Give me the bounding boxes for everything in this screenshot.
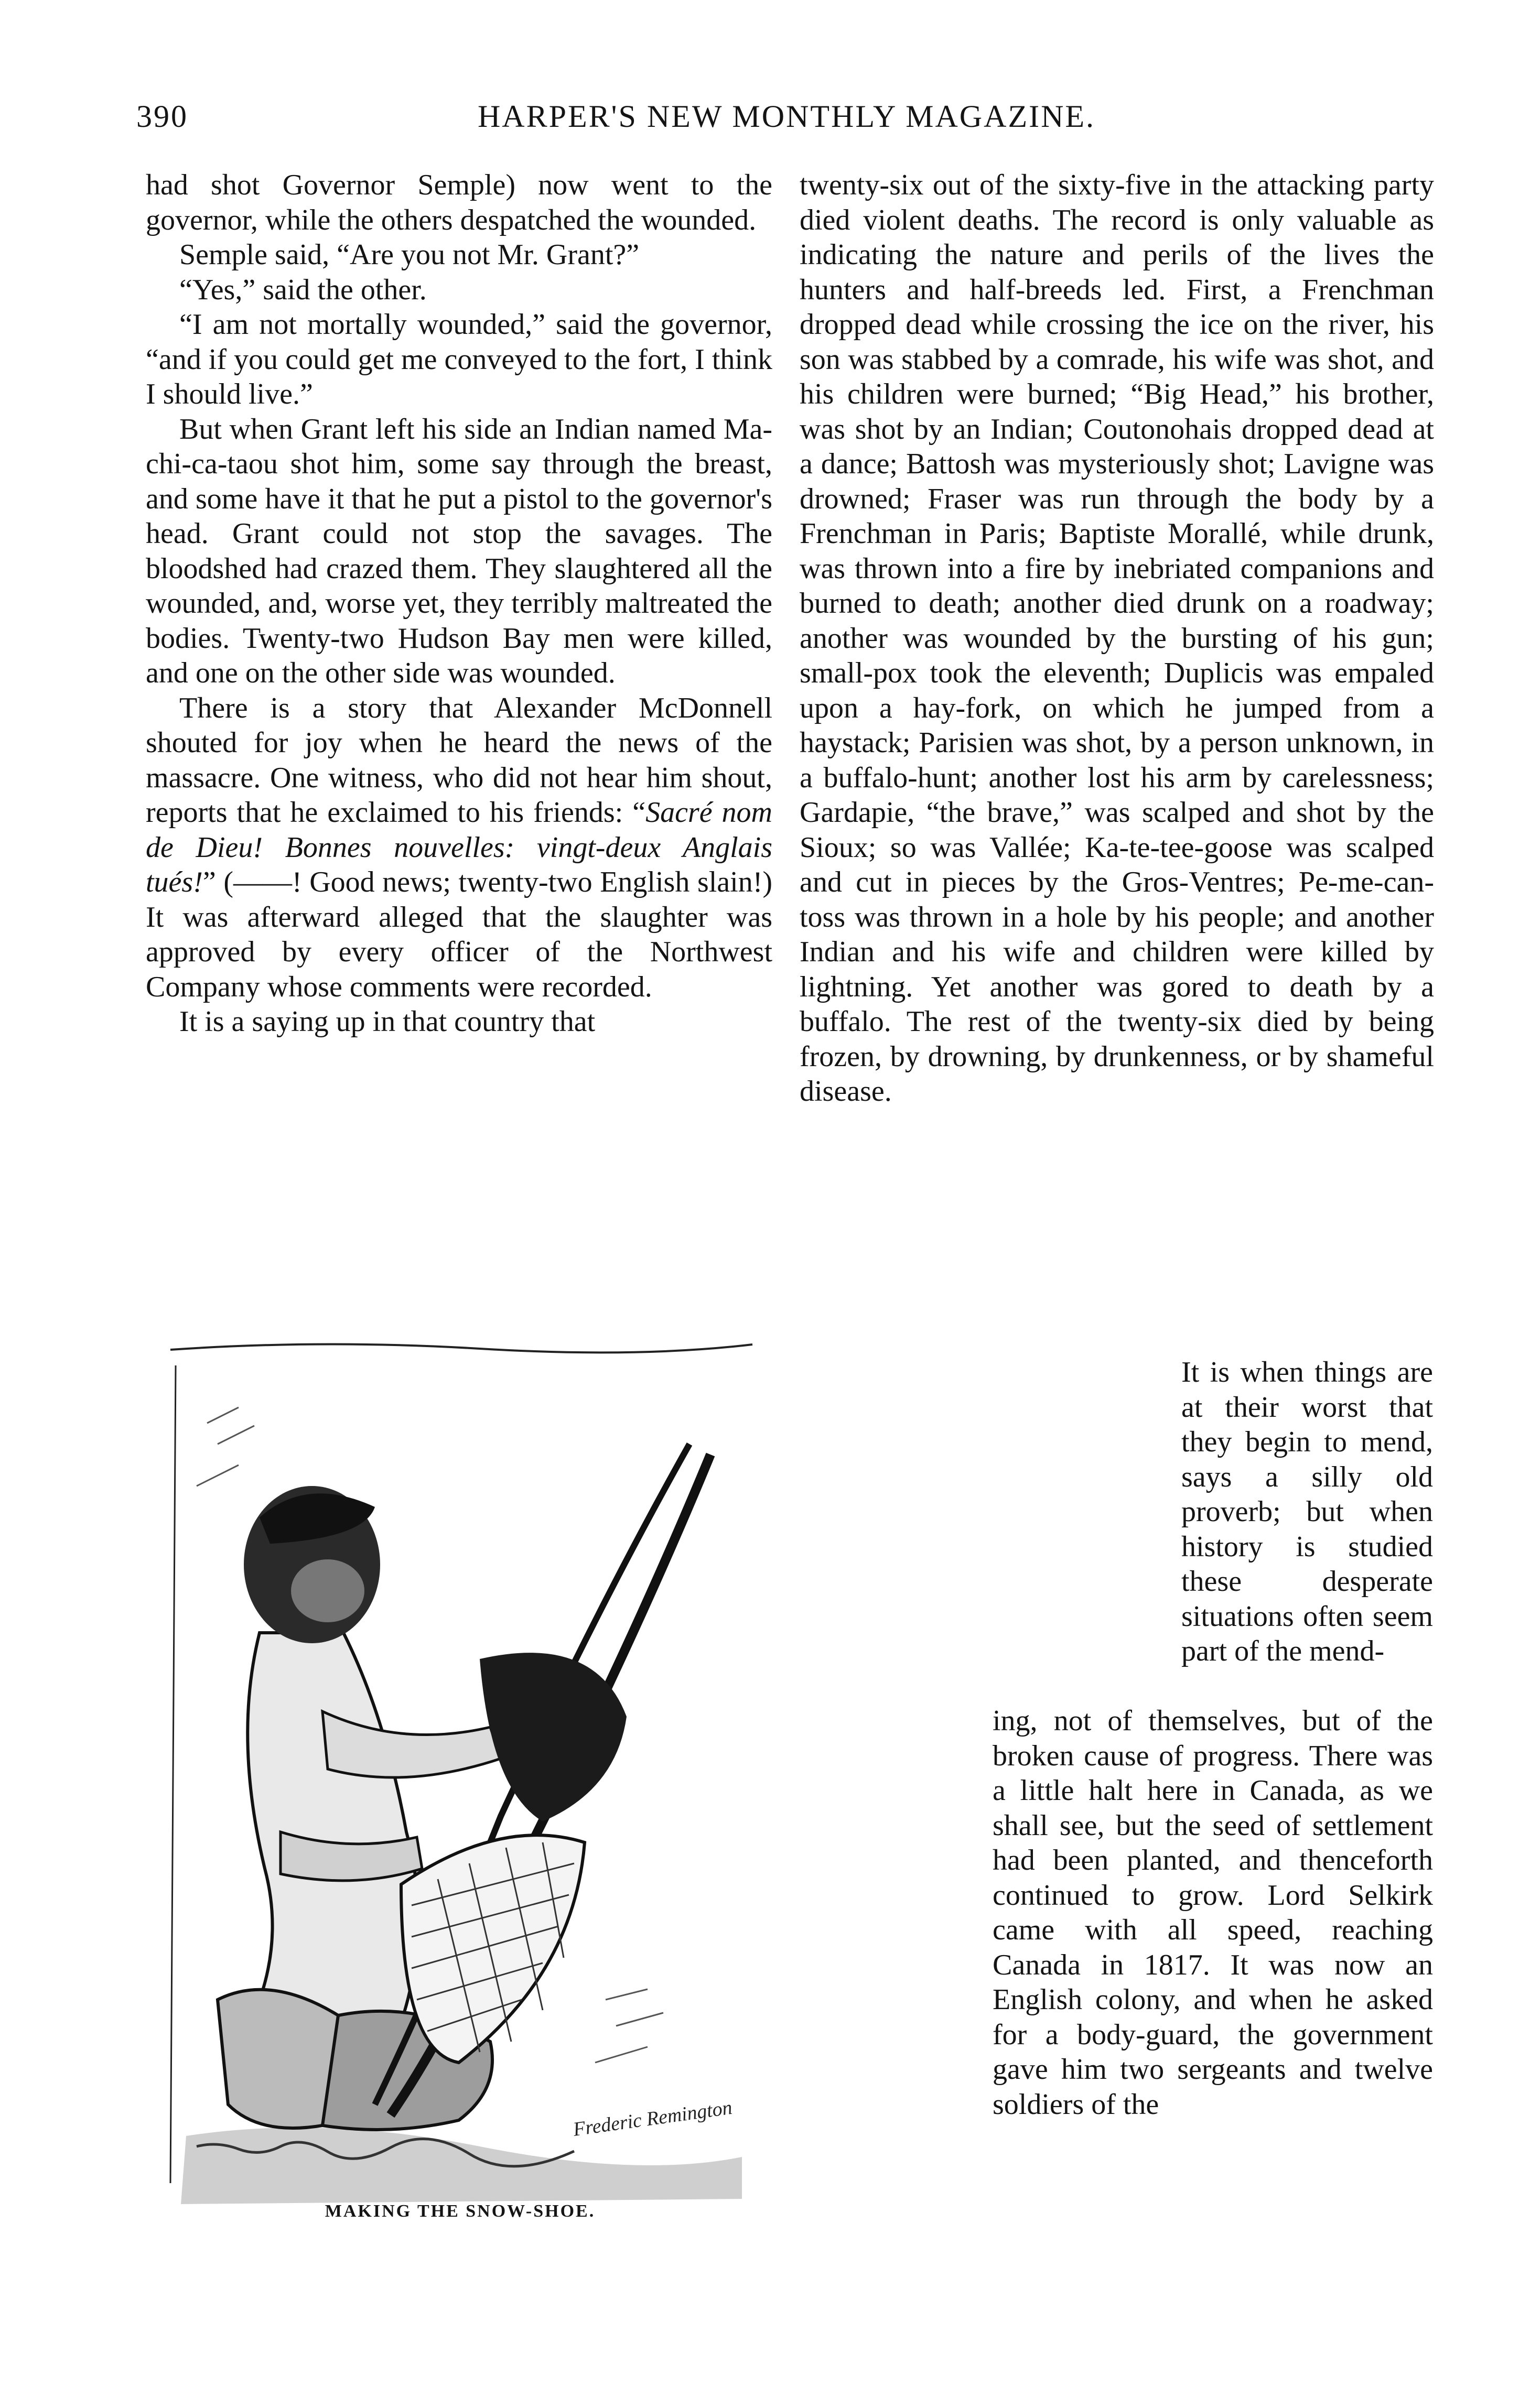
text-run: There is a story that Alexander McDonnell shouted for joy when he heard the news of the massacre. One witness, who did not hear him shout, reports that he exclaimed to his friends: “ — [146, 691, 772, 829]
paragraph: Semple said, “Are you not Mr. Grant?” — [179, 238, 640, 271]
page-header — [136, 99, 1437, 146]
illustration-snow-shoe — [165, 1318, 755, 2220]
paragraph: twenty-six out of the sixty-five in the attacking party died violent deaths. The record is only valuable as indicating the nature and perils of the lives the hunters and half-breeds led. First, a Frenchman dropped dead while crossing the ice on the river, his son was stabbed by a comrade, his wife was shot, and his children were burned; “Big Head,” his brother, was shot by an Indian; Coutonohais dropped dead at a dance; Battosh was mysteriously shot; Lavigne was drowned; Fraser was run through the body by a Frenchman in Paris; Baptiste Morallé, while drunk, was thrown into a fire by inebriated companions and burned to death; another died drunk on a roadway; another was wounded by the bursting of his gun; small-pox took the eleventh; Duplicis was empaled upon a hay-fork, on which he jumped from a haystack; Parisien was shot, by a person unknown, in a buffalo-hunt; another lost his arm by carelessness; Gardapie, “the brave,” was scalped and shot by the Sioux; so was Vallée; Ka-te-tee-goose was scalped and cut in pieces by the Gros-Ventres; Pe-me-can-toss was thrown in a hole by his people; and another Indian and his wife and children were killed by lightning. Yet another was gored to death by a buffalo. The rest of the twenty-six died by being frozen, by drowning, by drunkenness, or by shameful disease. — [800, 169, 1434, 1108]
running-head: HARPER'S NEW MONTHLY MAGAZINE. — [477, 99, 1096, 134]
paragraph — [146, 691, 772, 1005]
right-column-wide — [993, 1704, 1433, 2122]
paragraph: “I am not mortally wounded,” said the governor, “and if you could get me conveyed to the fort, I think I should live.” — [146, 308, 772, 410]
paragraph: It is a saying up in that country that — [179, 1005, 596, 1038]
paragraph: “Yes,” said the other. — [179, 273, 427, 306]
paragraph: ing, not of themselves, but of the broken cause of progress. There was a little halt here in Canada, as we shall see, but the seed of settlement had been planted, and thenceforth continued to grow. Lord Selkirk came with all speed, reaching Canada in 1817. It was now an English colony, and when he asked for a body-guard, the government gave him two sergeants and twelve soldiers of the — [993, 1705, 1433, 2121]
right-column-narrow — [1181, 1355, 1433, 1669]
page-number: 390 — [136, 99, 188, 134]
text-run: ” (——! Good news; twenty-two English slain!) It was afterward alleged that the slaughter was approved by every officer of the Northwest Company whose comments were recorded. — [146, 866, 772, 1003]
right-column — [800, 168, 1434, 1109]
svg-text:Frederic Remington: Frederic Remington — [572, 2096, 734, 2141]
figure-caption: MAKING THE SNOW-SHOE. — [325, 2201, 596, 2221]
french-quote: Sacré nom de Dieu! Bonnes nouvelles: vingt-deux Anglais tués! — [146, 796, 772, 898]
paragraph: It is when things are at their worst that they begin to mend, says a silly old proverb; but when history is studied these desperate situations often seem part of the mend- — [1181, 1356, 1433, 1667]
illustration-drawing — [165, 1318, 755, 2220]
paragraph: But when Grant left his side an Indian named Ma-chi-ca-taou shot him, some say through the breast, and some have it that he put a pistol to the governor's head. Grant could not stop the savages. The bloodshed had crazed them. They slaughtered all the wounded, and, worse yet, they terribly maltreated the bodies. Twenty-two Hudson Bay men were killed, and one on the other side was wounded. — [146, 413, 772, 689]
paragraph: had shot Governor Semple) now went to the governor, while the others despatched the wounded. — [146, 169, 772, 236]
left-column — [146, 168, 772, 1039]
